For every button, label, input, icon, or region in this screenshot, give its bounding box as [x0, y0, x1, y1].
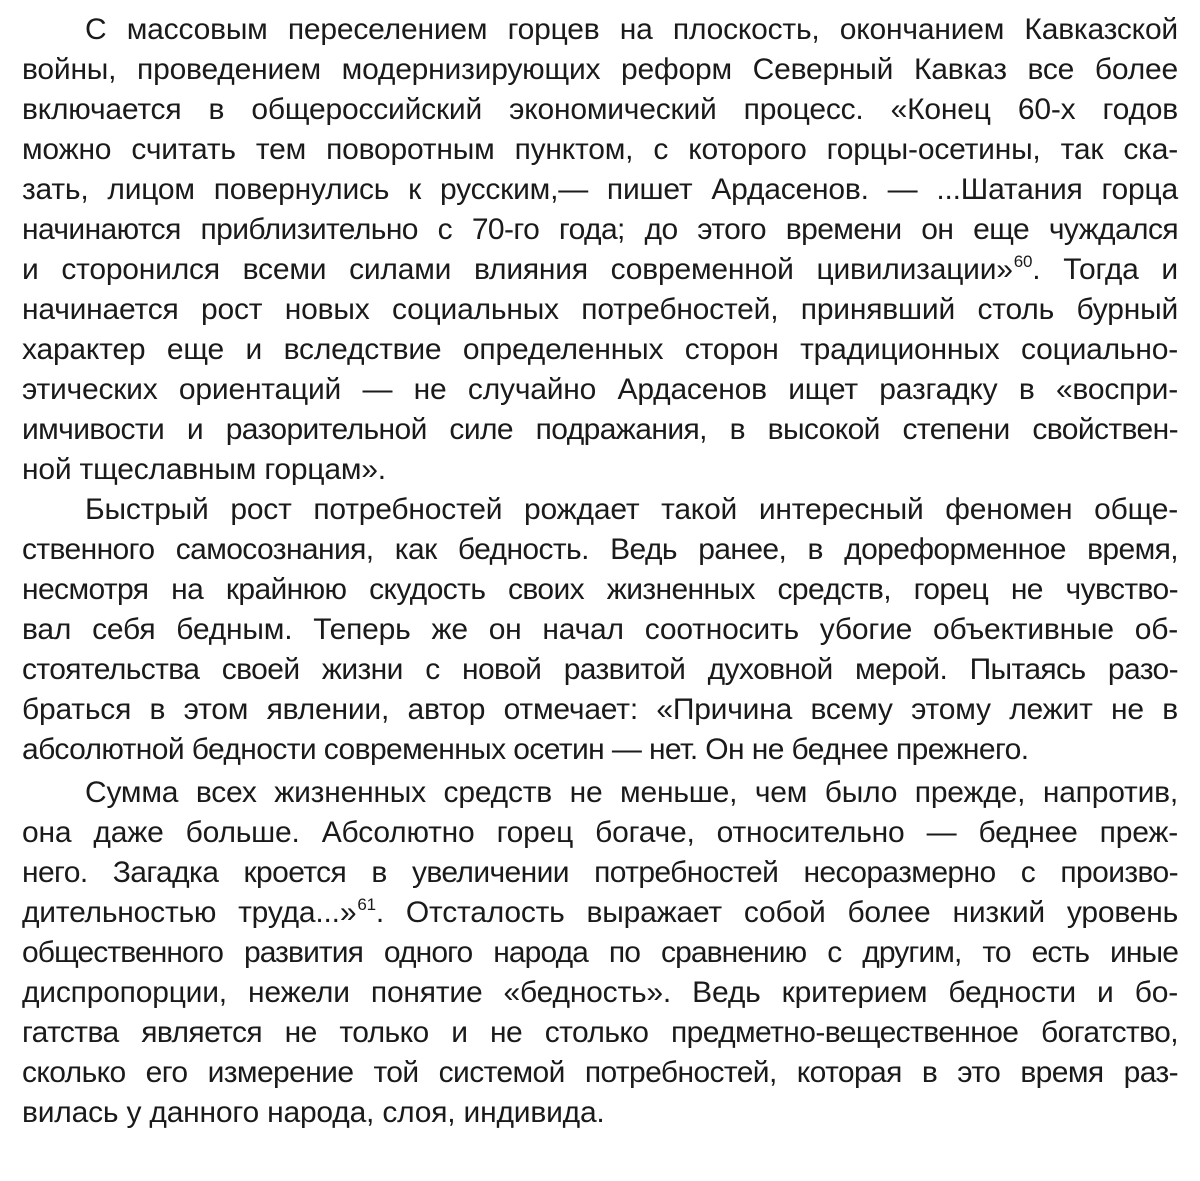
- text-segment: дительностью труда...»: [22, 896, 357, 929]
- text-line: ственного самосознания, как бедность. Ведь ранее, в дореформенное время,: [22, 533, 1178, 566]
- text-line: включается в общероссийский экономический процесс. «Конец 60-х годов: [22, 93, 1178, 126]
- text-line: сколько его измерение той системой потребностей, которая в это время раз-: [22, 1056, 1178, 1089]
- text-line: диспропорции, нежели понятие «бедность». Ведь критерием бедности и бо-: [22, 976, 1178, 1009]
- text-line: ной тщеславным горцам».: [22, 453, 386, 486]
- text-line: характер еще и вследствие определенных сторон традиционных социально-: [22, 333, 1178, 366]
- text-line-with-footnote: [22, 250, 1178, 290]
- text-line: стоятельства своей жизни с новой развитой духовной мерой. Пытаясь разо-: [22, 653, 1178, 686]
- text-segment: . Тогда и: [1032, 253, 1178, 286]
- text-segment: . Отсталость выражает собой более низкий уровень: [375, 896, 1178, 929]
- text-line: Сумма всех жизненных средств не меньше, чем было прежде, напротив,: [85, 776, 1178, 809]
- text-line: вилась у данного народа, слоя, индивида.: [22, 1096, 605, 1129]
- text-line: гатства является не только и не столько предметно-вещественное богатство,: [22, 1016, 1178, 1049]
- text-line: С массовым переселением горцев на плоскость, окончанием Кавказской: [85, 13, 1178, 46]
- text-line: абсолютной бедности современных осетин — нет. Он не беднее прежнего.: [22, 733, 1029, 766]
- text-line: общественного развития одного народа по сравнению с другим, то есть иные: [22, 936, 1178, 969]
- text-line: этических ориентаций — не случайно Ардасенов ищет разгадку в «воспри-: [22, 373, 1178, 406]
- text-line: войны, проведением модернизирующих реформ Северный Кавказ все более: [22, 53, 1178, 86]
- text-line: имчивости и разорительной силе подражания, в высокой степени свойствен-: [22, 413, 1178, 446]
- text-segment: и сторонился всеми силами влияния современной цивилизации»: [22, 253, 1013, 286]
- footnote-marker: 61: [357, 895, 376, 914]
- text-line: можно считать тем поворотным пунктом, с которого горцы-осетины, так ска-: [22, 133, 1178, 166]
- footnote-marker: 60: [1013, 252, 1033, 271]
- text-line: него. Загадка кроется в увеличении потребностей несоразмерно с произво-: [22, 856, 1178, 889]
- text-line: браться в этом явлении, автор отмечает: «Причина всему этому лежит не в: [22, 693, 1178, 726]
- text-line: она даже больше. Абсолютно горец богаче, относительно — беднее преж-: [22, 816, 1178, 849]
- text-line: Быстрый рост потребностей рождает такой интересный феномен обще-: [85, 493, 1178, 526]
- text-line-with-footnote: [22, 893, 1178, 933]
- text-line: зать, лицом повернулись к русским,— пишет Ардасенов. — ...Шатания горца: [22, 173, 1178, 206]
- text-line: вал себя бедным. Теперь же он начал соотносить убогие объективные об-: [22, 613, 1178, 646]
- text-line: начинается рост новых социальных потребностей, принявший столь бурный: [22, 293, 1178, 326]
- text-line: начинаются приблизительно с 70-го года; до этого времени он еще чуждался: [22, 213, 1178, 246]
- text-line: несмотря на крайнюю скудость своих жизненных средств, горец не чувство-: [22, 573, 1178, 606]
